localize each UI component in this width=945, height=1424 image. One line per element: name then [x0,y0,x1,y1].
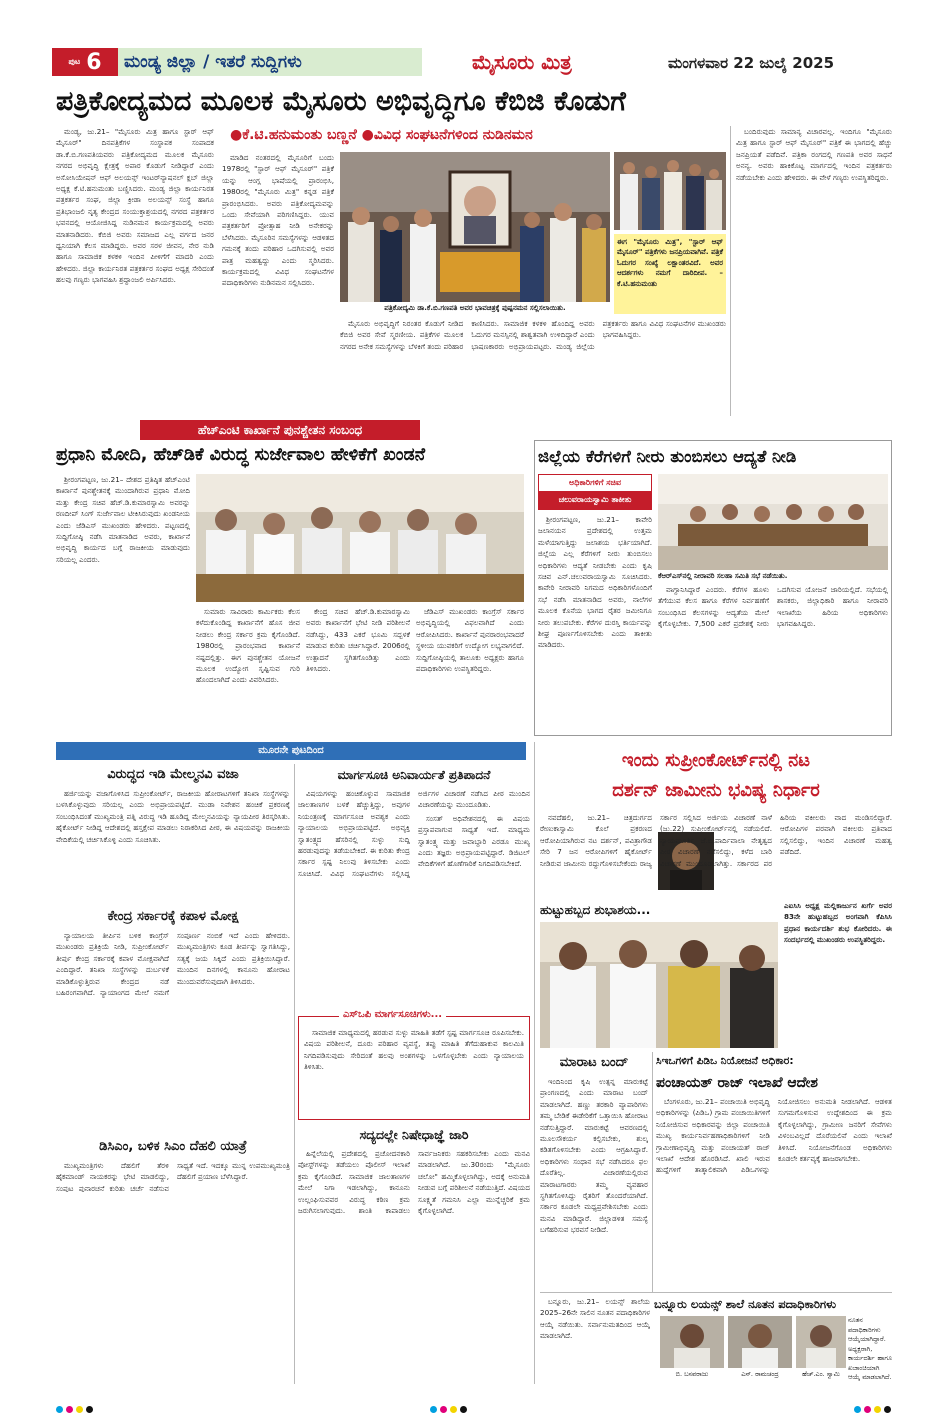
lions-portrait-3-image [796,1316,846,1368]
darshan-headline-1: ಇಂದು ಸುಪ್ರೀಂಕೋರ್ಟ್‌ನಲ್ಲಿ ನಟ [621,750,811,771]
lead-column-right: ಬಂದಿರುವುದು ಸಾಮಾನ್ಯ ವಿಚಾರವಲ್ಲ. ಇಂದಿಗೂ "ಮೈಸೂರು ಮಿತ್ರ ಹಾಗೂ ಸ್ಟಾರ್ ಆಫ್ ಮೈಸೂರ್" ಪತ್ರಿಕೆ ಈ ಭಾಗದಲ್ಲಿ ಹೆಚ್ಚು ಜನಪ್ರಿಯತೆ ಪಡೆದಿವೆ. ಪತ್ರಿಕಾ ರಂಗದಲ್ಲಿ ಗಣಪತಿ ಅವರ ಸಾಧನೆ ಅನನ್ಯ. ಅವರು ಹಾಕಿಕೊಟ್ಟ ಮಾರ್ಗದಲ್ಲಿ ಇಂದಿನ ಪತ್ರಕರ್ತರು ನಡೆಯಬೇಕು ಎಂದು ಹೇಳಿದರು. ಈ ವೇಳೆ ಗಣ್ಯರು ಉಪಸ್ಥಿತರಿದ್ದರು. [736,127,892,182]
registration-mark [430,1406,437,1413]
panchayat-text: ಬೆಂಗಳೂರು, ಜು.21– ಪಂಚಾಯಿತಿ ಅಭಿವೃದ್ಧಿ ಅಧಿಕಾರಿಗಳನ್ನು (ಪಿಡಿಒ) ಗ್ರಾಮ ಪಂಚಾಯಿತಿಗಳಿಗೆ ನಿಯೋಜಿಸುವ ಅಧಿಕಾರವನ್ನು ಜಿಲ್ಲಾ ಪಂಚಾಯಿತಿ ಮುಖ್ಯ ಕಾರ್ಯನಿರ್ವಹಣಾಧಿಕಾರಿಗಳಿಗೆ ನೀಡಿ ಗ್ರಾಮೀಣಾಭಿವೃದ್ಧಿ ಮತ್ತು ಪಂಚಾಯತ್ ರಾಜ್ ಇಲಾಖೆ ಆದೇಶ ಹೊರಡಿಸಿದೆ. ಖಾಲಿ ಇರುವ ಹುದ್ದೆಗಳಿಗೆ ತಾತ್ಕಾಲಿಕವಾಗಿ ಪಿಡಿಒಗಳನ್ನು ನಿಯೋಜಿಸಲು ಅನುಮತಿ ನೀಡಲಾಗಿದೆ. ಆಡಳಿತ ಸುಗಮಗೊಳಿಸುವ ಉದ್ದೇಶದಿಂದ ಈ ಕ್ರಮ ಕೈಗೊಳ್ಳಲಾಗಿದ್ದು, ಗ್ರಾಮೀಣ ಜನರಿಗೆ ಸೇವೆಗಳು ವಿಳಂಬವಿಲ್ಲದೆ ದೊರೆಯಲಿವೆ ಎಂದು ಇಲಾಖೆ ತಿಳಿಸಿದೆ. ನಿಯೋಜನೆಗೊಂಡ ಅಧಿಕಾರಿಗಳು ಕೂಡಲೇ ಕರ್ತವ್ಯಕ್ಕೆ ಹಾಜರಾಗಬೇಕು. [656,1097,892,1175]
lead-col-divider [730,126,731,416]
bandh-headline: ಮಾರಾಟ ಬಂದ್ [559,1055,629,1070]
lakes-text-right: ವಾಗ್ದಾನಿಸಿದ್ದಾರೆ ಎಂದರು. ಕೆರೆಗಳ ಹೂಳು ತೆಗೆಯುವ ಕೆಲಸ ಹಾಗೂ ಕೆರೆಗಳ ನಿರ್ವಹಣೆಗೆ ಸಂಬಂಧಿಸಿದ ಕೆಲಸಗಳನ್ನು ಆದ್ಯತೆಯ ಮೇಲೆ ಕೈಗೊಳ್ಳಬೇಕು. 7,500 ಎಕರೆ ಪ್ರದೇಶಕ್ಕೆ ನೀರು ಒದಗಿಸುವ ಯೋಜನೆ ಜಾರಿಯಲ್ಲಿದೆ. ಸಭೆಯಲ್ಲಿ ಶಾಸಕರು, ಜಿಲ್ಲಾಧಿಕಾರಿ ಹಾಗೂ ನೀರಾವರಿ ಇಲಾಖೆಯ ಹಿರಿಯ ಅಧಿಕಾರಿಗಳು ಭಾಗವಹಿಸಿದ್ದರು. [658,585,888,629]
sop-box-text: ಸಾಮಾಜಿಕ ಮಾಧ್ಯಮದಲ್ಲಿ ಹರಡುವ ಸುಳ್ಳು ಮಾಹಿತಿ ತಡೆಗೆ ಸ್ಪಷ್ಟ ಮಾರ್ಗಸೂಚಿ ರೂಪಿಸಬೇಕು. ವಿಷಯ ಪರಿಶೀಲನೆ, ದೂರು ಪರಿಹಾರ ವ್ಯವಸ್ಥೆ, ತಪ್ಪು ಮಾಹಿತಿ ತೆಗೆದುಹಾಕುವ ಕಾಲಮಿತಿ ನಿಗದಿಪಡಿಸುವುದು ಸೇರಿದಂತೆ ಹಲವು ಅಂಶಗಳನ್ನು ಒಳಗೊಳ್ಳಬೇಕು ಎಂದು ನ್ಯಾಯಾಲಯ ತಿಳಿಸಿತು. [304,1028,524,1072]
panchayat-kicker: ಸಿಇಒಗಳಿಗೆ ಪಿಡಿಒ ನಿಯೋಜನೆ ಅಧಿಕಾರ: [656,1055,794,1067]
lead-subheadline: ●ಕೆ.ಟಿ.ಹನುಮಂತು ಬಣ್ಣನೆ ●ವಿವಿಧ ಸಂಘಟನೆಗಳಿಂದ ನುಡಿನಮನ [230,127,533,143]
continued-headline-2: ಕೇಂದ್ರ ಸರ್ಕಾರಕ್ಕೆ ಕಪಾಳ ಮೋಕ್ಷ [107,909,239,924]
continued-text-5: ಹಿನ್ನೆಲೆಯಲ್ಲಿ ಪ್ರದೇಶದಲ್ಲಿ ಪ್ರಚೋದನಕಾರಿ ಪೋಸ್ಟ್‌ಗಳನ್ನು ತಡೆಯಲು ಪೊಲೀಸ್ ಇಲಾಖೆ ಕ್ರಮ ಕೈಗೊಂಡಿದೆ. ಸಾಮಾಜಿಕ ಜಾಲತಾಣಗಳ ಮೇಲೆ ನಿಗಾ ಇಡಲಾಗಿದ್ದು, ಕಾನೂನು ಉಲ್ಲಂಘಿಸುವವರ ವಿರುದ್ಧ ಕಠಿಣ ಕ್ರಮ ಜರುಗಿಸಲಾಗುವುದು. ಶಾಂತಿ ಕಾಪಾಡಲು ಸಾರ್ವಜನಿಕರು ಸಹಕರಿಸಬೇಕು ಎಂದು ಮನವಿ ಮಾಡಲಾಗಿದೆ. ಜು.30ರಂದು "ಮೈಸೂರು ಚಲೋ" ಹಮ್ಮಿಕೊಳ್ಳಲಾಗಿದ್ದು, ಅದಕ್ಕೆ ಅನುಮತಿ ನೀಡುವ ಬಗ್ಗೆ ಪರಿಶೀಲನೆ ನಡೆಯುತ್ತಿದೆ. ವಿಷಯದ ಸೂಕ್ಷ್ಮತೆ ಗಮನಿಸಿ ಎಲ್ಲಾ ಮುನ್ನೆಚ್ಚರಿಕೆ ಕ್ರಮ ಕೈಗೊಳ್ಳಲಾಗಿದೆ. [298,1149,530,1216]
registration-mark [864,1406,871,1413]
continued-headline-1: ವಿರುದ್ಧದ ಇಡಿ ಮೇಲ್ಮನವಿ ವಜಾ [107,767,239,782]
registration-mark [86,1406,93,1413]
continued-text-3: ಮುಖ್ಯಮಂತ್ರಿಗಳು ದೆಹಲಿಗೆ ತೆರಳಿ ಹೈಕಮಾಂಡ್ ನಾಯಕರನ್ನು ಭೇಟಿ ಮಾಡಲಿದ್ದು, ಸಂಪುಟ ಪುನಾರಚನೆ ಕುರಿತು ಚರ್ಚೆ ನಡೆಸುವ ಸಾಧ್ಯತೆ ಇದೆ. ಇದಕ್ಕೂ ಮುನ್ನ ಉಪಮುಖ್ಯಮಂತ್ರಿ ದೆಹಲಿಗೆ ಪ್ರಯಾಣ ಬೆಳೆಸಿದ್ದಾರೆ. [56,1161,290,1193]
tribute-photo-image [340,152,610,302]
hmt-headline: ಪ್ರಧಾನಿ ಮೋದಿ, ಹೆಚ್‌ಡಿಕೆ ವಿರುದ್ಧ ಸುರ್ಜೇವಾಲ ಹೇಳಿಕೆಗೆ ಖಂಡನೆ [56,445,426,465]
sop-box [298,1009,530,1120]
registration-mark [884,1406,891,1413]
lions-name-3: ಹೆಚ್.ಎಂ. ಸ್ವಾಮಿ [802,1370,840,1378]
registration-mark [854,1406,861,1413]
lakes-kicker-2: ಚಲುವರಾಯಸ್ವಾಮಿ ತಾಕೀತು [539,491,651,509]
continued-headline-4: ಮಾರ್ಗಸೂಚಿ ಅನಿವಾರ್ಯತೆ ಪ್ರತಿಪಾದನೆ [337,768,491,782]
lakes-meeting-photo [658,474,888,570]
lakes-text-left: ಶ್ರೀರಂಗಪಟ್ಟಣ, ಜು.21– ಕಾವೇರಿ ಜಲಾನಯನ ಪ್ರದೇಶದಲ್ಲಿ ಉತ್ತಮ ಮಳೆಯಾಗುತ್ತಿದ್ದು ಜಲಾಶಯ ಭರ್ತಿಯಾಗಿದೆ. ಜಿಲ್ಲೆಯ ಎಲ್ಲ ಕೆರೆಗಳಿಗೆ ನೀರು ತುಂಬಿಸಲು ಅಧಿಕಾರಿಗಳು ಆದ್ಯತೆ ನೀಡಬೇಕು ಎಂದು ಕೃಷಿ ಸಚಿವ ಎನ್.ಚಲುವರಾಯಸ್ವಾಮಿ ಸೂಚಿಸಿದರು. ಕಾವೇರಿ ನೀರಾವರಿ ನಿಗಮದ ಅಧಿಕಾರಿಗಳೊಂದಿಗೆ ಸಭೆ ನಡೆಸಿ ಮಾತನಾಡಿದ ಅವರು, ನಾಲೆಗಳ ಮೂಲಕ ಕೊನೆಯ ಭಾಗದ ರೈತರ ಜಮೀನಿಗೂ ನೀರು ತಲುಪಬೇಕು. ಕೆರೆಗಳ ದುರಸ್ತಿ ಕಾರ್ಯವನ್ನು ಶೀಘ್ರ ಪೂರ್ಣಗೊಳಿಸಬೇಕು ಎಂದು ತಾಕೀತು ಮಾಡಿದರು. [538,515,652,650]
registration-mark [440,1406,447,1413]
continued-text-2: ನ್ಯಾಯಾಲಯ ತೀರ್ಪಿನ ಬಳಿಕ ಕಾಂಗ್ರೆಸ್ ಮುಖಂಡರು ಪ್ರತಿಕ್ರಿಯೆ ನೀಡಿ, ಸುಪ್ರೀಂಕೋರ್ಟ್ ತೀರ್ಪು ಕೇಂದ್ರ ಸರ್ಕಾರಕ್ಕೆ ಕಪಾಳ ಮೋಕ್ಷವಾಗಿದೆ ಎಂದಿದ್ದಾರೆ. ತನಿಖಾ ಸಂಸ್ಥೆಗಳನ್ನು ದುರ್ಬಳಕೆ ಮಾಡಿಕೊಳ್ಳುತ್ತಿರುವ ಕೇಂದ್ರದ ನಡೆ ಬಹಿರಂಗವಾಗಿದೆ. ನ್ಯಾಯಾಂಗದ ಮೇಲೆ ನಮಗೆ ಸಂಪೂರ್ಣ ನಂಬಿಕೆ ಇದೆ ಎಂದು ಹೇಳಿದರು. ಮುಖ್ಯಮಂತ್ರಿಗಳು ಕೂಡ ತೀರ್ಪನ್ನು ಸ್ವಾಗತಿಸಿದ್ದು, ಸತ್ಯಕ್ಕೆ ಜಯ ಸಿಕ್ಕಿದೆ ಎಂದು ಪ್ರತಿಕ್ರಿಯಿಸಿದ್ದಾರೆ. ಮುಂದಿನ ದಿನಗಳಲ್ಲಿ ಕಾನೂನು ಹೋರಾಟ ಮುಂದುವರೆಸುವುದಾಗಿ ತಿಳಿಸಿದರು. [56,931,290,998]
birthday-photo-image [540,922,778,1048]
lead-column-1: ಮಂಡ್ಯ, ಜು.21– "ಮೈಸೂರು ಮಿತ್ರ ಹಾಗೂ ಸ್ಟಾರ್ ಆಫ್ ಮೈಸೂರ್" ದಿನಪತ್ರಿಕೆಗಳ ಸಂಸ್ಥಾಪಕ ಸಂಪಾದಕ ಡಾ.ಕೆ.ಬಿ.ಗಣಪತಿಯವರು ಪತ್ರಿಕೋದ್ಯಮದ ಮೂಲಕ ಮೈಸೂರು ನಗರದ ಅಭಿವೃದ್ಧಿ ಕ್ಷೇತ್ರಕ್ಕೆ ಅಪಾರ ಕೊಡುಗೆ ನೀಡಿದ್ದಾರೆ ಎಂದು ಅಸೋಸಿಯೇಷನ್ ಆಫ್ ಅಲಯನ್ಸ್ ಇಂಟರ್‌ನ್ಯಾಷನಲ್ ಕ್ಲಬ್ ಜಿಲ್ಲಾ ಅಧ್ಯಕ್ಷ ಕೆ.ಟಿ.ಹನುಮಂತು ಬಣ್ಣಿಸಿದರು. ಮಂಡ್ಯ ಜಿಲ್ಲಾ ಕಾರ್ಯನಿರತ ಪತ್ರಕರ್ತರ ಸಂಘ, ಜಿಲ್ಲಾ ಕ್ರೀಡಾ ಅಲಯನ್ಸ್ ಸಂಸ್ಥೆ ಹಾಗೂ ಪ್ರತಿಭಾಂಜಲಿ ನೃತ್ಯ ಕೇಂದ್ರದ ಸಂಯುಕ್ತಾಶ್ರಯದಲ್ಲಿ ನಗರದ ಪತ್ರಕರ್ತರ ಭವನದಲ್ಲಿ ಆಯೋಜಿಸಿದ್ದ ನುಡಿನಮನ ಕಾರ್ಯಕ್ರಮದಲ್ಲಿ ಅವರು ಮಾತನಾಡಿದರು. ಕೆಬಿಜಿ ಅವರು ಸಮಾಜದ ಎಲ್ಲ ವರ್ಗದ ಜನರ ಧ್ವನಿಯಾಗಿ ಕೆಲಸ ಮಾಡಿದ್ದರು. ಅವರ ಸರಳ ಜೀವನ, ನೇರ ನುಡಿ ಹಾಗೂ ಸಾಮಾಜಿಕ ಕಳಕಳಿ ಇಂದಿನ ಪೀಳಿಗೆಗೆ ಮಾದರಿ ಎಂದು ಹೇಳಿದರು. ಜಿಲ್ಲಾ ಕಾರ್ಯನಿರತ ಪತ್ರಕರ್ತರ ಸಂಘದ ಅಧ್ಯಕ್ಷ ಸೇರಿದಂತೆ ಹಲವು ಗಣ್ಯರು ಭಾಗವಹಿಸಿ ಶ್ರದ್ಧಾಂಜಲಿ ಅರ್ಪಿಸಿದರು. [56,127,214,285]
hmt-kicker: ಹೆಚ್‌ಎಂಟಿ ಕಾರ್ಖಾನೆ ಪುನಶ್ಚೇತನ ಸಂಬಂಧ [140,420,420,440]
continued-text-4: ವಿಷಯಗಳನ್ನು ಹಂಚಿಕೊಳ್ಳುವ ಸಾಮಾಜಿಕ ಜಾಲತಾಣಗಳ ಬಳಕೆ ಹೆಚ್ಚುತ್ತಿದ್ದು, ಅವುಗಳ ನಿಯಂತ್ರಣಕ್ಕೆ ಮಾರ್ಗಸೂಚಿ ಅವಶ್ಯಕ ಎಂದು ನ್ಯಾಯಾಲಯ ಅಭಿಪ್ರಾಯಪಟ್ಟಿದೆ. ಅಭಿವ್ಯಕ್ತಿ ಸ್ವಾತಂತ್ರ್ಯದ ಹೆಸರಿನಲ್ಲಿ ಸುಳ್ಳು ಸುದ್ದಿ ಹರಡುವುದನ್ನು ತಡೆಯಬೇಕಿದೆ. ಈ ಕುರಿತು ಕೇಂದ್ರ ಸರ್ಕಾರ ಸ್ಪಷ್ಟ ನಿಲುವು ತಿಳಿಸಬೇಕು ಎಂದು ಸೂಚಿಸಿದೆ. ವಿವಿಧ ಸಂಘಟನೆಗಳು ಸಲ್ಲಿಸಿದ್ದ ಅರ್ಜಿಗಳ ವಿಚಾರಣೆ ನಡೆಸಿದ ಪೀಠ ಮುಂದಿನ ವಿಚಾರಣೆಯನ್ನು ಮುಂದೂಡಿತು. ಸಂಸತ್ ಅಧಿವೇಶನದಲ್ಲಿ ಈ ವಿಷಯ ಪ್ರಸ್ತಾಪವಾಗುವ ಸಾಧ್ಯತೆ ಇದೆ. ಮಾಧ್ಯಮ ಸ್ವಾತಂತ್ರ್ಯ ಮತ್ತು ಜವಾಬ್ದಾರಿ ಎರಡೂ ಮುಖ್ಯ ಎಂದು ತಜ್ಞರು ಅಭಿಪ್ರಾಯಪಟ್ಟಿದ್ದಾರೆ. ಡಿಜಿಟಲ್ ವೇದಿಕೆಗಳಿಗೆ ಹೊಣೆಗಾರಿಕೆ ನಿಗದಿಪಡಿಸಬೇಕಿದೆ. [298,789,530,878]
lakes-kicker-box [538,474,652,510]
lions-divider [540,1292,892,1293]
lions-headline: ಬನ್ನೂರು ಲಯನ್ಸ್ ಶಾಲೆ ನೂತನ ಪದಾಧಿಕಾರಿಗಳು [654,1297,837,1311]
panchayat-headline: ಪಂಚಾಯತ್ ರಾಜ್ ಇಲಾಖೆ ಆದೇಶ [656,1075,818,1091]
lions-text: ಬನ್ನೂರು, ಜು.21– ಲಯನ್ಸ್ ಶಾಲೆಯ 2025–26ನೇ ಸಾಲಿನ ನೂತನ ಪದಾಧಿಕಾರಿಗಳ ಆಯ್ಕೆ ನಡೆಯಿತು. ಸರ್ವಾನುಮತದಿಂದ ಆಯ್ಕೆ ಮಾಡಲಾಗಿದೆ. [540,1297,650,1341]
lakes-kicker: ಅಧಿಕಾರಿಗಳಿಗೆ ಸಚಿವ [569,478,621,487]
column-divider-1 [294,764,295,1384]
bandh-text: ಇಂದಿನಿಂದ ಕೃಷಿ ಉತ್ಪನ್ನ ಮಾರುಕಟ್ಟೆ ಪ್ರಾಂಗಣದಲ್ಲಿ ಎಂದು ಮಾರಾಟ ಬಂದ್ ಮಾಡಲಾಗಿದೆ. ಹಣ್ಣು ತರಕಾರಿ ವ್ಯಾಪಾರಿಗಳು ತಮ್ಮ ಬೇಡಿಕೆ ಈಡೇರಿಕೆಗೆ ಒತ್ತಾಯಿಸಿ ಹೋರಾಟ ನಡೆಸುತ್ತಿದ್ದಾರೆ. ಮಾರುಕಟ್ಟೆ ಆವರಣದಲ್ಲಿ ಮೂಲಸೌಕರ್ಯ ಕಲ್ಪಿಸಬೇಕು, ಶುಲ್ಕ ಕಡಿತಗೊಳಿಸಬೇಕು ಎಂದು ಆಗ್ರಹಿಸಿದ್ದಾರೆ. ಅಧಿಕಾರಿಗಳು ಸಂಧಾನ ಸಭೆ ನಡೆಸಿದರೂ ಫಲ ದೊರೆತಿಲ್ಲ. ವಿಚಾರಣೆಯಲ್ಲಿರುವ ಮಾರಾಟಗಾರರು ತಮ್ಮ ವ್ಯವಹಾರ ಸ್ಥಗಿತಗೊಳಿಸಿದ್ದು ರೈತರಿಗೆ ತೊಂದರೆಯಾಗಿದೆ. ಸರ್ಕಾರ ಕೂಡಲೇ ಮಧ್ಯಪ್ರವೇಶಿಸಬೇಕು ಎಂದು ಮನವಿ ಮಾಡಿದ್ದಾರೆ. ಜಿಲ್ಲಾಡಳಿತ ಸಮಸ್ಯೆ ಬಗೆಹರಿಸುವ ಭರವಸೆ ನೀಡಿದೆ. [540,1077,648,1235]
column-divider-2 [534,742,535,1384]
lions-side-text: ನೂತನ ಪದಾಧಿಕಾರಿಗಳು ಆಯ್ಕೆಯಾಗಿದ್ದಾರೆ. ಅಧ್ಯಕ್ಷರಾಗಿ, ಕಾರ್ಯದರ್ಶಿ ಹಾಗೂ ಖಜಾಂಚಿಯಾಗಿ ಆಯ್ಕೆ ಮಾಡಲಾಗಿದೆ. [848,1316,892,1381]
lions-name-1: ಬಿ. ಬಸವರಾಜು [675,1370,709,1378]
lakes-meeting-photo-image [658,474,888,570]
birthday-photo [540,922,778,1048]
hmt-text-d: ಜೆಡಿಎಸ್ ಮುಖಂಡರು ಕಾಂಗ್ರೆಸ್ ಸರ್ಕಾರ ಅಭಿವೃದ್ಧಿಯಲ್ಲಿ ವಿಫಲವಾಗಿದೆ ಎಂದು ಆರೋಪಿಸಿದರು. ಕಾರ್ಖಾನೆ ಪುನರಾರಂಭವಾದರೆ ಸ್ಥಳೀಯ ಯುವಕರಿಗೆ ಉದ್ಯೋಗ ಲಭ್ಯವಾಗಲಿದೆ. ಸುದ್ದಿಗೋಷ್ಠಿಯಲ್ಲಿ ತಾಲೂಕು ಅಧ್ಯಕ್ಷರು ಹಾಗೂ ಪದಾಧಿಕಾರಿಗಳು ಉಪಸ್ಥಿತರಿದ್ದರು. [416,607,524,674]
column-divider-3 [652,1052,653,1292]
section-title: ಮಂಡ್ಯ ಜಿಲ್ಲಾ / ಇತರೆ ಸುದ್ದಿಗಳು [124,52,302,72]
hmt-text-c: ಕೇಂದ್ರ ಸಚಿವ ಹೆಚ್.ಡಿ.ಕುಮಾರಸ್ವಾಮಿ ಅವರು ಕಾರ್ಖಾನೆಗೆ ಭೇಟಿ ನೀಡಿ ಪರಿಶೀಲನೆ ನಡೆಸಿದ್ದು, 433 ಎಕರೆ ಭೂಮಿ ಸದ್ಬಳಕೆ ಮಾಡುವ ಕುರಿತು ಚರ್ಚಿಸಿದ್ದಾರೆ. 2006ರಲ್ಲಿ ಉತ್ಪಾದನೆ ಸ್ಥಗಿತಗೊಂಡಿತ್ತು ಎಂದು ತಿಳಿಸಿದರು. [306,607,410,674]
hmt-text-b: ಸುಮಾರು ಸಾವಿರಾರು ಕಾರ್ಮಿಕರು ಕೆಲಸ ಕಳೆದುಕೊಂಡಿದ್ದ ಕಾರ್ಖಾನೆಗೆ ಹೊಸ ಜೀವ ನೀಡಲು ಕೇಂದ್ರ ಸರ್ಕಾರ ಕ್ರಮ ಕೈಗೊಂಡಿದೆ. 1980ರಲ್ಲಿ ಪ್ರಾರಂಭವಾದ ಕಾರ್ಖಾನೆ ನಷ್ಟದಲ್ಲಿತ್ತು. ಈಗ ಪುನಶ್ಚೇತನ ಯೋಜನೆ ಮೂಲಕ ಉದ್ಯೋಗ ಸೃಷ್ಟಿಸುವ ಗುರಿ ಹೊಂದಲಾಗಿದೆ ಎಂದು ವಿವರಿಸಿದರು. [196,607,300,685]
lead-quote-box: ಈಗ "ಮೈಸೂರು ಮಿತ್ರ", "ಸ್ಟಾರ್ ಆಫ್ ಮೈಸೂರ್" ಪತ್ರಿಕೆಗಳು ಜನಪ್ರಿಯವಾಗಿವೆ. ಪತ್ರಿಕೆ ಓದುಗರ ಸಂಖ್ಯೆ ಲಕ್ಷಾಂತರವಿದೆ. ಅವರ ಆದರ್ಶಗಳು ನಮಗೆ ದಾರಿದೀಪ. –ಕೆ.ಟಿ.ಹನುಮಂತು [614,234,726,314]
third-page-bar: ಮೂರನೇ ಪುಟದಿಂದ [56,742,526,760]
lead-headline: ಪತ್ರಿಕೋದ್ಯಮದ ಮೂಲಕ ಮೈಸೂರು ಅಭಿವೃದ್ಧಿಗೂ ಕೆಬಿಜಿ ಕೊಡುಗೆ [56,86,626,117]
lions-name-2: ಎಸ್. ರಾಮಚಂದ್ರ [741,1370,779,1378]
registration-mark [76,1406,83,1413]
darshan-headline-2: ದರ್ಶನ್ ಜಾಮೀನು ಭವಿಷ್ಯ ನಿರ್ಧಾರ [612,780,820,801]
birthday-headline: ಹುಟ್ಟುಹಬ್ಬದ ಶುಭಾಶಯ... [540,903,651,917]
registration-mark [56,1406,63,1413]
hmt-press-photo-image [196,474,524,602]
registration-mark [874,1406,881,1413]
registration-mark [460,1406,467,1413]
lead-column-2: ಮಾಡಿದ ನಂತರದಲ್ಲಿ ಮೈಸೂರಿಗೆ ಬಂದು 1978ರಲ್ಲಿ "ಸ್ಟಾರ್ ಆಫ್ ಮೈಸೂರ್" ಪತ್ರಿಕೆ ಯನ್ನು ಆಂಗ್ಲ ಭಾಷೆಯಲ್ಲಿ ಪ್ರಾರಂಭಿಸಿ, 1980ರಲ್ಲಿ "ಮೈಸೂರು ಮಿತ್ರ" ಕನ್ನಡ ಪತ್ರಿಕೆ ಪ್ರಾರಂಭಿಸಿದರು. ಅವರು ಪತ್ರಿಕೋದ್ಯಮವನ್ನು ಒಂದು ಸೇವೆಯಾಗಿ ಪರಿಗಣಿಸಿದ್ದರು. ಯುವ ಪತ್ರಕರ್ತರಿಗೆ ಪ್ರೋತ್ಸಾಹ ನೀಡಿ ಅನೇಕರನ್ನು ಬೆಳೆಸಿದರು. ಮೈಸೂರಿನ ಸಮಸ್ಯೆಗಳನ್ನು ಆಡಳಿತದ ಗಮನಕ್ಕೆ ತಂದು ಪರಿಹಾರ ಒದಗಿಸುವಲ್ಲಿ ಅವರ ಪಾತ್ರ ಮಹತ್ವದ್ದು ಎಂದು ಸ್ಮರಿಸಿದರು. ಕಾರ್ಯಕ್ರಮದಲ್ಲಿ ವಿವಿಧ ಸಂಘಟನೆಗಳ ಪದಾಧಿಕಾರಿಗಳು ನುಡಿನಮನ ಸಲ್ಲಿಸಿದರು. [222,153,334,288]
lions-portrait-1 [660,1316,724,1368]
darshan-text: ನವದೆಹಲಿ, ಜು.21– ಚಿತ್ರದುರ್ಗದ ರೇಣುಕಾಸ್ವಾಮಿ ಕೊಲೆ ಪ್ರಕರಣದ ಆರೋಪಿಯಾಗಿರುವ ನಟ ದರ್ಶನ್, ಪವಿತ್ರಾಗೌಡ ಸೇರಿ 7 ಜನ ಆರೋಪಿಗಳಿಗೆ ಹೈಕೋರ್ಟ್ ನೀಡಿರುವ ಜಾಮೀನು ರದ್ದುಗೊಳಿಸಬೇಕೆಂದು ರಾಜ್ಯ ಸರ್ಕಾರ ಸಲ್ಲಿಸಿದ ಅರ್ಜಿಯ ವಿಚಾರಣೆ ನಾಳೆ (ಜು.22) ಸುಪ್ರೀಂಕೋರ್ಟ್‌ನಲ್ಲಿ ನಡೆಯಲಿದೆ. ನ್ಯಾಯಮೂರ್ತಿ ಜೆ.ಬಿ.ಪಾರ್ದಿವಾಲಾ ನೇತೃತ್ವದ ಪೀಠ ವಿಚಾರಣೆ ನಡೆಸಲಿದ್ದು, ಕಳೆದ ಬಾರಿ ವಿಚಾರಣೆ ಮುಂದೂಡಲಾಗಿತ್ತು. ಸರ್ಕಾರದ ಪರ ಹಿರಿಯ ವಕೀಲರು ವಾದ ಮಂಡಿಸಲಿದ್ದಾರೆ. ಆರೋಪಿಗಳ ಪರವಾಗಿ ವಕೀಲರು ಪ್ರತಿವಾದ ಸಲ್ಲಿಸಲಿದ್ದು, ಇಂದಿನ ವಿಚಾರಣೆ ಮಹತ್ವ ಪಡೆದಿದೆ. [540,813,892,868]
registration-mark [66,1406,73,1413]
sop-box-title: ಎಸ್‌ಒಪಿ ಮಾರ್ಗಸೂಚಿಗಳು... [339,1009,446,1020]
hmt-text-a: ಶ್ರೀರಂಗಪಟ್ಟಣ, ಜು.21– ದೇಶದ ಪ್ರತಿಷ್ಠಿತ ಹೆಚ್‌ಎಂಟಿ ಕಾರ್ಖಾನೆ ಪುನಶ್ಚೇತನಕ್ಕೆ ಮುಂದಾಗಿರುವ ಪ್ರಧಾನಿ ಮೋದಿ ಮತ್ತು ಕೇಂದ್ರ ಸಚಿವ ಹೆಚ್.ಡಿ.ಕುಮಾರಸ್ವಾಮಿ ಅವರನ್ನು ರಣದೀಪ್ ಸಿಂಗ್ ಸುರ್ಜೇವಾಲ ಟೀಕಿಸಿರುವುದು ಖಂಡನೀಯ ಎಂದು ಜೆಡಿಎಸ್ ಮುಖಂಡರು ಹೇಳಿದರು. ಪಟ್ಟಣದಲ್ಲಿ ಸುದ್ದಿಗೋಷ್ಠಿ ನಡೆಸಿ ಮಾತನಾಡಿದ ಅವರು, ಕಾರ್ಖಾನೆ ಅಭಿವೃದ್ಧಿ ಕಾರ್ಯದ ಬಗ್ಗೆ ರಾಜಕೀಯ ಮಾಡುವುದು ಸರಿಯಲ್ಲ ಎಂದರು. [56,475,190,564]
tribute-photo [340,152,610,302]
lead-bottom-text: ಮೈಸೂರು ಅಭಿವೃದ್ಧಿಗೆ ನಿರಂತರ ಕೊಡುಗೆ ನೀಡಿದ ಕೆಬಿಜಿ ಅವರ ಸೇವೆ ಸ್ಮರಣೀಯ. ಪತ್ರಿಕೆಗಳ ಮೂಲಕ ನಗರದ ಅನೇಕ ಸಮಸ್ಯೆಗಳನ್ನು ಬೆಳಕಿಗೆ ತಂದು ಪರಿಹಾರ ಕಾಣಿಸಿದರು. ಸಾಮಾಜಿಕ ಕಳಕಳಿ ಹೊಂದಿದ್ದ ಅವರು ಓದುಗರ ಮನಸ್ಸಿನಲ್ಲಿ ಶಾಶ್ವತವಾಗಿ ಉಳಿದಿದ್ದಾರೆ ಎಂದು ಭಾಷಣಕಾರರು ಅಭಿಪ್ರಾಯಪಟ್ಟರು. ಮಂಡ್ಯ ಜಿಲ್ಲೆಯ ಪತ್ರಕರ್ತರು ಹಾಗೂ ವಿವಿಧ ಸಂಘಟನೆಗಳ ಮುಖಂಡರು ಭಾಗವಹಿಸಿದ್ದರು. [340,319,726,351]
continued-headline-5: ಸದ್ಯದಲ್ಲೇ ನಿಷೇಧಾಜ್ಞೆ ಜಾರಿ [359,1127,469,1142]
date-line: ಮಂಗಳವಾರ 22 ಜುಲೈ 2025 [668,54,835,72]
tribute-photo-2 [614,152,726,230]
tribute-photo-2-image [614,152,726,230]
tribute-photo-caption: ಪತ್ರಿಕೋದ್ಯಮಿ ಡಾ.ಕೆ.ಬಿ.ಗಣಪತಿ ಅವರ ಭಾವಚಿತ್ರಕ್ಕೆ ಪುಷ್ಪನಮನ ಸಲ್ಲಿಸಲಾಯಿತು. [384,304,566,312]
page-label: ಪುಟ [68,57,81,66]
masthead: ಮೈಸೂರು ಮಿತ್ರ [472,50,572,74]
continued-headline-3: ಡಿಸಿಎಂ, ಬಳಿಕ ಸಿಎಂ ದೆಹಲಿ ಯಾತ್ರೆ [99,1139,247,1154]
birthday-text: ಎಐಸಿಸಿ ಅಧ್ಯಕ್ಷ ಮಲ್ಲಿಕಾರ್ಜುನ ಖರ್ಗೆ ಅವರ 83ನೇ ಹುಟ್ಟುಹಬ್ಬದ ಅಂಗವಾಗಿ ಕೆಪಿಸಿಸಿ ಪ್ರಧಾನ ಕಾರ್ಯದರ್ಶಿ ಶುಭ ಕೋರಿದರು. ಈ ಸಂದರ್ಭದಲ್ಲಿ ಮುಖಂಡರು ಉಪಸ್ಥಿತರಿದ್ದರು. [784,901,892,945]
lions-portrait-3 [796,1316,846,1368]
registration-mark [450,1406,457,1413]
lions-portrait-2 [728,1316,792,1368]
continued-text-1: ಹರ್ಜಿಯನ್ನು ವಜಾಗೊಳಿಸಿದ ಸುಪ್ರೀಂಕೋರ್ಟ್, ರಾಜಕೀಯ ಹೋರಾಟಗಳಿಗೆ ತನಿಖಾ ಸಂಸ್ಥೆಗಳನ್ನು ಬಳಸಿಕೊಳ್ಳುವುದು ಸರಿಯಲ್ಲ ಎಂದು ಅಭಿಪ್ರಾಯಪಟ್ಟಿದೆ. ಮುಡಾ ನಿವೇಶನ ಹಂಚಿಕೆ ಪ್ರಕರಣಕ್ಕೆ ಸಂಬಂಧಿಸಿದಂತೆ ಮುಖ್ಯಮಂತ್ರಿ ಪತ್ನಿ ವಿರುದ್ಧ ಇಡಿ ಹೂಡಿದ್ದ ಮೇಲ್ಮನವಿಯನ್ನು ನ್ಯಾಯಪೀಠ ತಿರಸ್ಕರಿಸಿತು. ಹೈಕೋರ್ಟ್ ನೀಡಿದ್ದ ಆದೇಶದಲ್ಲಿ ಹಸ್ತಕ್ಷೇಪ ಮಾಡಲು ನಿರಾಕರಿಸಿದ ಪೀಠ, ಈ ವಿಷಯವನ್ನು ರಾಜಕೀಯ ವೇದಿಕೆಯಲ್ಲಿ ಚರ್ಚಿಸಿಕೊಳ್ಳಿ ಎಂದು ಸೂಚಿಸಿತು. [56,789,290,844]
page-number: 6 [86,49,102,75]
lions-portrait-2-image [728,1316,792,1368]
lakes-headline: ಜಿಲ್ಲೆಯ ಕೆರೆಗಳಿಗೆ ನೀರು ತುಂಬಿಸಲು ಆದ್ಯತೆ ನೀಡಿ [538,447,797,466]
lions-portrait-1-image [660,1316,724,1368]
lakes-photo-caption: ಕೆಆರ್‌ಎಸ್‌ನಲ್ಲಿ ನೀರಾವರಿ ಸಲಹಾ ಸಮಿತಿ ಸಭೆ ನಡೆಯಿತು. [658,572,788,580]
page-number-badge [52,48,118,76]
hmt-press-photo [196,474,524,602]
